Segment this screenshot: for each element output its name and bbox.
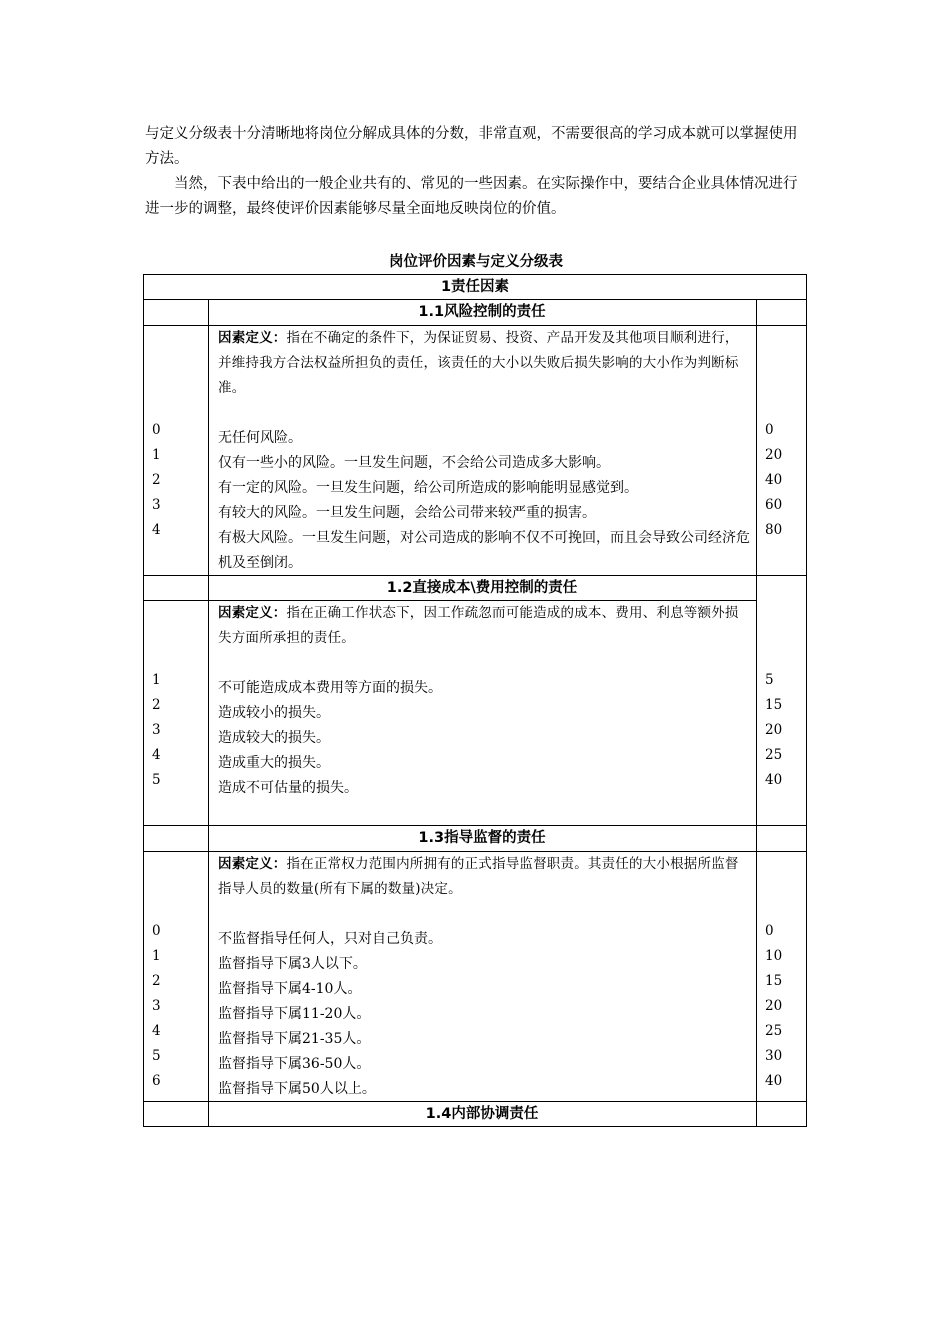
definition-label: 因素定义： [218, 856, 287, 872]
level-number: 3 [152, 998, 161, 1014]
body-paragraph-1: 与定义分级表十分清晰地将岗位分解成具体的分数，非常直观，不需要很高的学习成本就可以掌握使用方法。 [145, 126, 798, 167]
score-value: 40 [765, 772, 783, 788]
level-description: 监督指导下属50人以上。 [218, 1081, 376, 1097]
level-description: 有极大风险。一旦发生问题，对公司造成的影响不仅不可挽回，而且会导致公司经济危机及至倒闭。 [218, 530, 750, 571]
level-number: 2 [152, 697, 161, 713]
level-descriptions-1-3 [218, 927, 753, 1102]
level-number: 4 [152, 522, 161, 538]
level-column-1-2 [152, 668, 192, 793]
score-value: 15 [765, 973, 783, 989]
level-description: 造成不可估量的损失。 [218, 780, 358, 796]
score-value: 5 [765, 672, 774, 688]
score-value: 40 [765, 1073, 783, 1089]
level-description: 监督指导下属3人以下。 [218, 956, 367, 972]
score-value: 10 [765, 948, 783, 964]
factor-definition-1-1: 因素定义：指在不确定的条件下，为保证贸易、投资、产品开发及其他项目顺利进行，并维持我方合法权益所担负的责任，该责任的大小以失败后损失影响的大小作为判断标准。 [218, 330, 739, 396]
level-description: 监督指导下属11-20人。 [218, 1006, 371, 1022]
level-number: 3 [152, 497, 161, 513]
level-description: 有较大的风险。一旦发生问题，会给公司带来较严重的损害。 [218, 505, 596, 521]
level-column-1-3 [152, 919, 192, 1094]
factor-title-1-1: 1.1风险控制的责任 [418, 304, 546, 320]
level-description: 监督指导下属36-50人。 [218, 1056, 371, 1072]
level-descriptions-1-1 [218, 426, 753, 576]
level-number: 4 [152, 747, 161, 763]
level-description: 造成较小的损失。 [218, 705, 330, 721]
score-value: 25 [765, 1023, 783, 1039]
level-column-1-1 [152, 418, 192, 543]
level-number: 2 [152, 472, 161, 488]
score-column-1-1 [765, 418, 805, 543]
level-number: 1 [152, 948, 161, 964]
score-value: 30 [765, 1048, 783, 1064]
factor-title-1-2: 1.2直接成本\费用控制的责任 [386, 580, 578, 596]
score-value: 80 [765, 522, 783, 538]
level-number: 0 [152, 422, 161, 438]
level-number: 1 [152, 672, 161, 688]
level-description: 无任何风险。 [218, 430, 302, 446]
level-descriptions-1-2 [218, 676, 753, 801]
section-header-responsibility: 1责任因素 [440, 279, 510, 295]
table-title: 岗位评价因素与定义分级表 [389, 254, 563, 270]
level-description: 监督指导下属21-35人。 [218, 1031, 371, 1047]
level-number: 1 [152, 447, 161, 463]
score-column-1-3 [765, 919, 805, 1094]
level-description: 造成重大的损失。 [218, 755, 330, 771]
score-value: 20 [765, 722, 783, 738]
score-value: 15 [765, 697, 783, 713]
level-description: 仅有一些小的风险。一旦发生问题，不会给公司造成多大影响。 [218, 455, 610, 471]
level-description: 监督指导下属4-10人。 [218, 981, 362, 997]
level-number: 4 [152, 1023, 161, 1039]
definition-label: 因素定义： [218, 605, 287, 621]
level-number: 2 [152, 973, 161, 989]
level-number: 5 [152, 1048, 161, 1064]
level-description: 不可能造成成本费用等方面的损失。 [218, 680, 442, 696]
level-number: 3 [152, 722, 161, 738]
definition-label: 因素定义： [218, 330, 287, 346]
score-value: 40 [765, 472, 783, 488]
level-number: 5 [152, 772, 161, 788]
level-number: 0 [152, 923, 161, 939]
score-value: 0 [765, 923, 774, 939]
factor-title-1-3: 1.3指导监督的责任 [418, 830, 546, 846]
factor-definition-1-3: 因素定义：指在正常权力范围内所拥有的正式指导监督职责。其责任的大小根据所监督指导人员的数量(所有下属的数量)决定。 [218, 856, 739, 897]
level-description: 造成较大的损失。 [218, 730, 330, 746]
score-value: 25 [765, 747, 783, 763]
factor-title-1-4: 1.4内部协调责任 [425, 1106, 539, 1122]
score-value: 0 [765, 422, 774, 438]
score-value: 20 [765, 447, 783, 463]
level-description: 有一定的风险。一旦发生问题，给公司所造成的影响能明显感觉到。 [218, 480, 638, 496]
body-paragraph-2: 当然，下表中给出的一般企业共有的、常见的一些因素。在实际操作中，要结合企业具体情况进行进一步的调整，最终使评价因素能够尽量全面地反映岗位的价值。 [145, 176, 798, 217]
level-description: 不监督指导任何人，只对自己负责。 [218, 931, 442, 947]
factor-definition-1-2: 因素定义：指在正确工作状态下，因工作疏忽而可能造成的成本、费用、利息等额外损失方面所承担的责任。 [218, 605, 739, 646]
level-number: 6 [152, 1073, 161, 1089]
score-value: 60 [765, 497, 783, 513]
score-value: 20 [765, 998, 783, 1014]
score-column-1-2 [765, 668, 805, 793]
